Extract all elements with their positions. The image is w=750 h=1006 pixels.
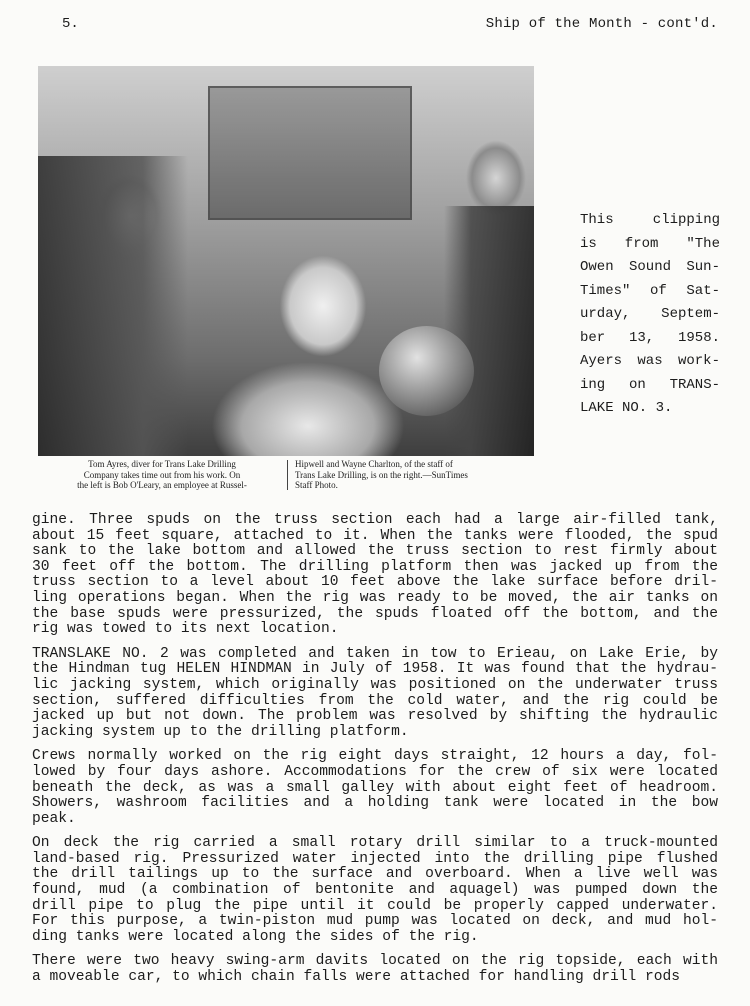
caption-line: Staff Photo. <box>295 480 338 490</box>
side-note-line: ber 13, 1958. <box>580 329 720 346</box>
body-line: about 15 feet square, attached to it. When the tanks were flooded, the spud <box>32 527 718 544</box>
body-paragraph <box>32 836 718 945</box>
body-line: TRANSLAKE NO. 2 was completed and taken in tow to Erieau, on Lake Erie, by <box>32 645 718 662</box>
body-line: section, suffered difficulties from the cold water, and the rig could be <box>32 692 718 709</box>
body-paragraph <box>32 749 718 827</box>
caption-line: Hipwell and Wayne Charlton, of the staff of <box>295 459 453 469</box>
body-line: There were two heavy swing-arm davits located on the rig topside, each with <box>32 953 718 970</box>
body-text <box>32 513 718 995</box>
photo-diving-helmet <box>379 326 474 416</box>
body-line: On deck the rig carried a small rotary drill similar to a truck-mounted <box>32 835 718 852</box>
body-paragraph <box>32 513 718 638</box>
body-line: 30 feet off the bottom. The drilling platform then was jacked up from the <box>32 558 718 575</box>
newspaper-photo <box>38 66 534 456</box>
body-line: found, mud (a combination of bentonite and aquagel) was pumped down the <box>32 882 718 899</box>
photo-figure-right <box>444 206 534 456</box>
body-line: Showers, washroom facilities and a holding tank were located in the bow <box>32 795 718 812</box>
body-line: the Hindman tug HELEN HINDMAN in July of 1958. It was found that the hydrau- <box>32 661 718 678</box>
caption-divider <box>287 460 288 490</box>
body-line: lowed by four days ashore. Accommodations for the crew of six were located <box>32 763 718 780</box>
body-line: land-based rig. Pressurized water injected into the drilling pipe flushed <box>32 850 718 867</box>
body-line: the drill tailings up to the surface and overboard. When a live well was <box>32 866 718 883</box>
photo-caption-right <box>295 459 545 491</box>
body-line: ling operations began. When the rig was ready to be moved, the air tanks on <box>32 589 718 606</box>
running-title: Ship of the Month - cont'd. <box>485 16 718 32</box>
body-line: rig was towed to its next location. <box>32 621 339 638</box>
body-line: Crews normally worked on the rig eight days straight, 12 hours a day, fol- <box>32 748 718 765</box>
body-paragraph <box>32 954 718 985</box>
page-number: 5. <box>62 16 79 32</box>
side-note-line: ing on TRANS- <box>580 376 720 393</box>
side-note <box>580 209 720 421</box>
body-line: truss section to a level about 10 feet above the lake surface before dril- <box>32 574 718 591</box>
body-line: lic jacking system, which originally was positioned on the underwater truss <box>32 676 718 693</box>
caption-line: Company takes time out from his work. On <box>83 469 241 480</box>
body-line: the base spuds were pressurized, the spuds floated off the bottom, and the <box>32 605 718 622</box>
body-paragraph <box>32 647 718 741</box>
side-note-line: Times" of Sat- <box>580 282 720 299</box>
side-note-line: Ayers was work- <box>580 353 720 369</box>
body-line: For this purpose, a twin-piston mud pump was located on deck, and mud hol- <box>32 913 718 930</box>
side-note-line: urday, Septem- <box>580 306 720 322</box>
caption-line: Trans Lake Drilling, is on the right.—SunTimes <box>295 469 468 480</box>
photo-figure-left <box>38 156 188 456</box>
side-note-line: is from "The <box>580 235 720 252</box>
body-line: gine. Three spuds on the truss section each had a large air-filled tank, <box>32 512 718 528</box>
body-line: peak. <box>32 810 76 827</box>
photo-caption-left <box>48 459 276 491</box>
side-note-line: Owen Sound Sun- <box>580 259 720 275</box>
side-note-line: This clipping <box>580 212 720 228</box>
photo-machinery <box>208 86 412 220</box>
body-line: beneath the deck, as was a small galley with about eight feet of headroom. <box>32 779 718 796</box>
body-line: a moveable car, to which chain falls were attached for handling drill rods <box>32 969 681 986</box>
body-line: ding tanks were located along the sides of the rig. <box>32 928 479 945</box>
body-line: jacking system up to the drilling platform. <box>32 723 409 740</box>
body-line: drill pipe to plug the pipe until it could be properly capped underwater. <box>32 897 718 914</box>
caption-line: the left is Bob O'Leary, an employee at Russel- <box>77 480 247 490</box>
body-line: sank to the lake bottom and allowed the truss section to rest firmly about <box>32 543 718 560</box>
side-note-line: LAKE NO. 3. <box>580 400 673 416</box>
body-line: jacked up but not down. The problem was resolved by shifting the hydraulic <box>32 708 718 725</box>
caption-line: Tom Ayres, diver for Trans Lake Drilling <box>88 459 236 469</box>
